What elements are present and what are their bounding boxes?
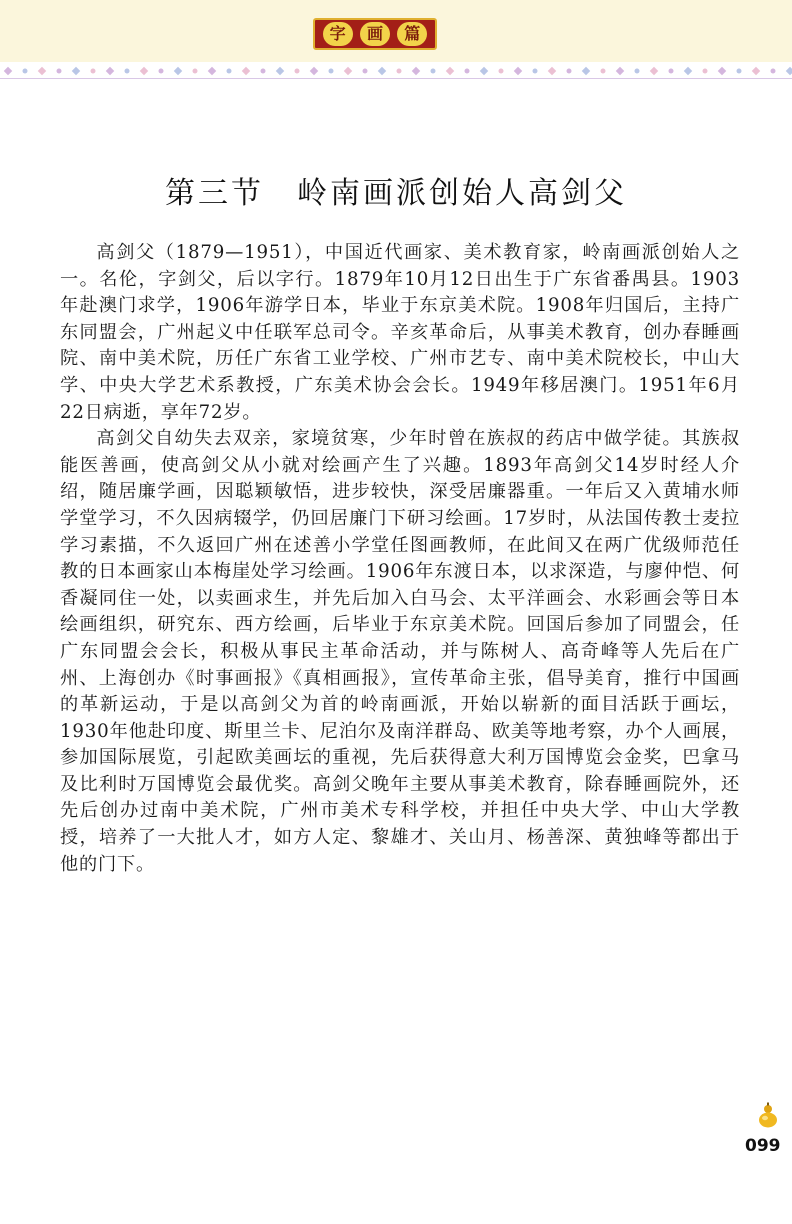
paragraph-2: 高剑父自幼失去双亲，家境贫寒，少年时曾在族叔的药店中做学徒。其族叔能医善画，使高剑父从小就对绘画产生了兴趣。1893年高剑父14岁时经人介绍，随居廉学画，因聪颖敏悟，进步较快，深受居廉器重。一年后又入黄埔水师学堂学习，不久因病辍学，仍回居廉门下研习绘画。17岁时，从法国传教士麦拉学习素描，不久返回广州在述善小学堂任图画教师，在此间又在两广优级师范任教的日本画家山本梅崖处学习绘画。1906年东渡日本，以求深造，与廖仲恺、何香凝同住一处，以卖画求生，并先后加入白马会、太平洋画会、水彩画会等日本绘画组织，研究东、西方绘画，后毕业于东京美术院。回国后参加了同盟会，任广东同盟会会长，积极从事民主革命活动，并与陈树人、高奇峰等人先后在广州、上海创办《时事画报》《真相画报》，宣传革命主张，倡导美育，推行中国画的革新运动，于是以高剑父为首的岭南画派，开始以崭新的面目活跃于画坛，1930年他赴印度、斯里兰卡、尼泊尔及南洋群岛、欧美等地考察，办个人画展，参加国际展览，引起欧美画坛的重视，先后获得意大利万国博览会金奖，巴拿马及比利时万国博览会最优奖。高剑父晚年主要从事美术教育，除春睡画院外，还先后创办过南中美术院，广州市美术专科学校，并担任中央大学、中山大学教授，培养了一大批人才，如方人定、黎雄才、关山月、杨善深、黄独峰等都出于他的门下。 [60,428,740,875]
border-ornament [38,67,46,75]
border-ornament [106,67,114,75]
border-ornament [412,67,420,75]
border-ornament [397,69,402,74]
border-ornament [582,67,590,75]
gourd-icon [756,1101,780,1129]
border-ornament [771,69,776,74]
border-ornament [514,67,522,75]
page-number: 099 [745,1136,781,1156]
border-ornament [533,69,538,74]
border-ornament [276,67,284,75]
border-ornament [174,67,182,75]
border-ornament [431,69,436,74]
border-ornament [752,67,760,75]
border-ornament [548,67,556,75]
border-ornament [140,67,148,75]
badge-char-1: 字 [323,22,353,46]
border-ornament [23,69,28,74]
border-ornament [159,69,164,74]
border-ornament [57,69,62,74]
border-ornament [4,67,12,75]
border-ornament [737,69,742,74]
border-ornament [125,69,130,74]
border-ornament [684,67,692,75]
border-ornament [344,67,352,75]
paragraph-1: 高剑父（1879—1951），中国近代画家、美术教育家，岭南画派创始人之一。名伦，字剑父，后以字行。1879年10月12日出生于广东省番禺县。1903年赴澳门求学，1906年游学日本，毕业于东京美术院。1908年归国后，主持广东同盟会，广州起义中任联军总司令。辛亥革命后，从事美术教育，创办春睡画院、南中美术院，历任广东省工业学校、广州市艺专、南中美术院校长，中山大学、中央大学艺术系教授，广东美术协会会长。1949年移居澳门。1951年6月22日病逝，享年72岁。 [60,242,740,423]
border-ornament [669,69,674,74]
border-ornament [295,69,300,74]
border-ornament [465,69,470,74]
border-ornament [378,67,386,75]
badge-char-3: 篇 [397,22,427,46]
border-ornament [567,69,572,74]
body-text [60,240,740,878]
decorative-border [0,62,792,80]
border-ornament [616,67,624,75]
page-header [0,0,792,62]
border-ornament [480,67,488,75]
border-ornament [718,67,726,75]
border-ornament [208,67,216,75]
border-ornament [635,69,640,74]
border-ornament [786,67,792,75]
border-ornament [91,69,96,74]
border-ornament [72,67,80,75]
border-ornament [499,69,504,74]
badge-char-2: 画 [360,22,390,46]
border-ornament [329,69,334,74]
chapter-badge [313,18,437,50]
border-ornament [261,69,266,74]
section-title: 第三节 岭南画派创始人高剑父 [165,176,627,211]
border-ornament [242,67,250,75]
border-ornament [310,67,318,75]
border-ornament [363,69,368,74]
border-ornament [227,69,232,74]
border-ornament [193,69,198,74]
border-ornament [601,69,606,74]
border-ornament [446,67,454,75]
border-ornament [703,69,708,74]
border-ornament [650,67,658,75]
